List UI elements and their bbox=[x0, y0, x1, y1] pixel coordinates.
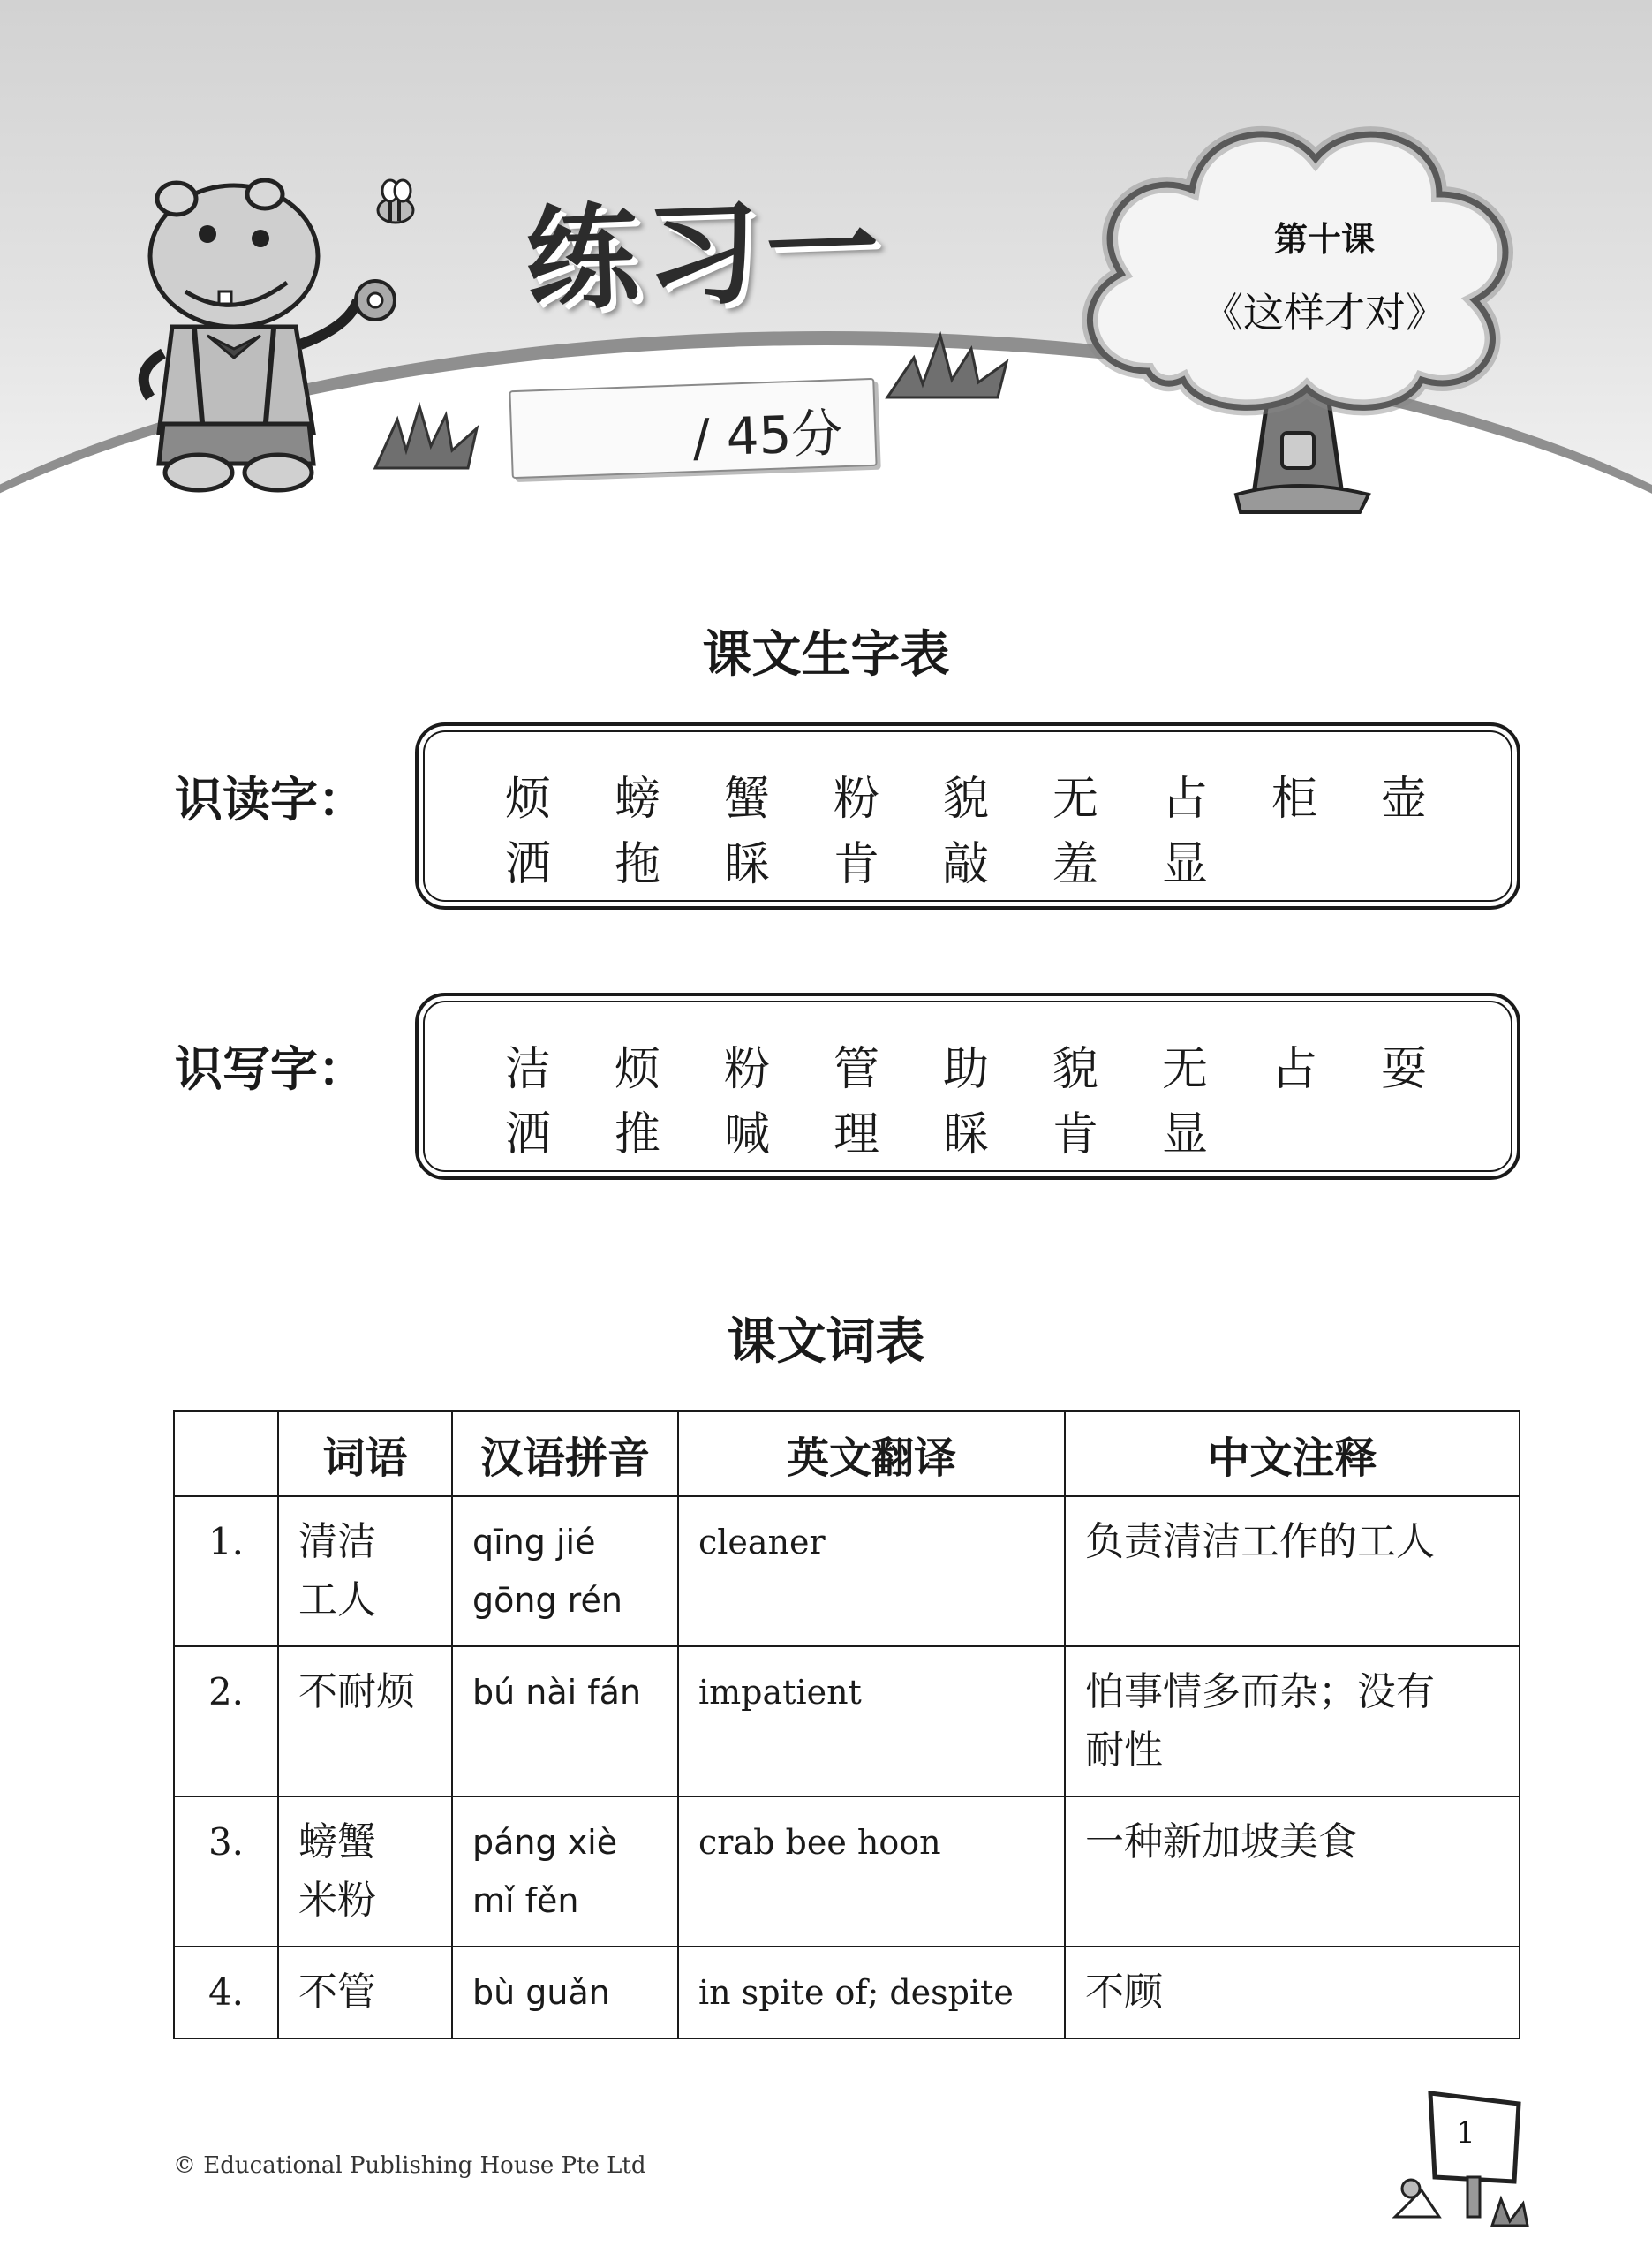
character: 无 bbox=[1052, 773, 1099, 826]
characters-section-title: 课文生字表 bbox=[702, 626, 950, 684]
score-box bbox=[509, 378, 877, 479]
english-cell: in spite of; despite bbox=[678, 1947, 1065, 2038]
reading-chars-row-1 bbox=[505, 761, 1490, 828]
pinyin-line: mǐ fěn bbox=[472, 1881, 579, 1920]
character: 貌 bbox=[1052, 1043, 1099, 1096]
character: 喊 bbox=[724, 1108, 771, 1161]
chinese-cell bbox=[1065, 1646, 1520, 1796]
pinyin-cell bbox=[452, 1947, 678, 2038]
chinese-cell bbox=[1065, 1496, 1520, 1646]
lesson-title: 《这样才对》 bbox=[1203, 289, 1446, 337]
pinyin-line: gōng rén bbox=[472, 1581, 622, 1620]
character: 洒 bbox=[505, 838, 552, 891]
header-cell-pinyin: 汉语拼音 bbox=[452, 1411, 678, 1496]
character: 柜 bbox=[1271, 773, 1318, 826]
pinyin-cell bbox=[452, 1496, 678, 1646]
chinese-cell bbox=[1065, 1947, 1520, 2038]
word-cell bbox=[278, 1947, 452, 2038]
header-banner bbox=[0, 0, 1652, 530]
word-line: 不耐烦 bbox=[298, 1669, 415, 1714]
pinyin-line: qīng jié bbox=[472, 1523, 596, 1562]
character: 助 bbox=[943, 1043, 990, 1096]
table-header-row bbox=[174, 1411, 1520, 1496]
vocab-section-title: 课文词表 bbox=[727, 1313, 925, 1371]
character: 粉 bbox=[724, 1043, 771, 1096]
character: 粉 bbox=[834, 773, 880, 826]
header-cell-number bbox=[174, 1411, 278, 1496]
pinyin-line: bú nài fán bbox=[472, 1673, 642, 1712]
character: 推 bbox=[615, 1108, 661, 1161]
table-row bbox=[174, 1646, 1520, 1796]
word-cell bbox=[278, 1796, 452, 1947]
character: 无 bbox=[1162, 1043, 1209, 1096]
character: 壶 bbox=[1381, 773, 1428, 826]
character: 蟹 bbox=[724, 773, 771, 826]
character: 烦 bbox=[505, 773, 552, 826]
row-number: 4. bbox=[174, 1947, 278, 2038]
character: 烦 bbox=[615, 1043, 661, 1096]
table-row bbox=[174, 1796, 1520, 1947]
word-line: 不管 bbox=[298, 1970, 376, 2015]
word-line: 工人 bbox=[298, 1577, 376, 1622]
vocab-table bbox=[173, 1410, 1520, 2039]
character: 拖 bbox=[615, 838, 661, 891]
character: 占 bbox=[1162, 773, 1209, 826]
character: 理 bbox=[834, 1108, 880, 1161]
character: 肯 bbox=[1052, 1108, 1099, 1161]
row-number: 2. bbox=[174, 1646, 278, 1796]
character: 管 bbox=[834, 1043, 880, 1096]
bee-icon bbox=[369, 177, 422, 230]
chinese-line: 怕事情多而杂；没有 bbox=[1085, 1669, 1435, 1714]
word-line: 清洁 bbox=[298, 1519, 376, 1564]
character: 洁 bbox=[505, 1043, 552, 1096]
word-cell bbox=[278, 1646, 452, 1796]
exercise-title: 练习一 bbox=[523, 182, 888, 328]
writing-chars-label: 识写字： bbox=[175, 1041, 366, 1097]
character: 肯 bbox=[834, 838, 880, 891]
reading-chars-box bbox=[415, 722, 1520, 910]
character: 貌 bbox=[943, 773, 990, 826]
chinese-line: 一种新加坡美食 bbox=[1085, 1819, 1357, 1864]
header-cell-english: 英文翻译 bbox=[678, 1411, 1065, 1496]
writing-chars-row-1 bbox=[505, 1032, 1490, 1098]
chinese-cell bbox=[1065, 1796, 1520, 1947]
character: 耍 bbox=[1381, 1043, 1428, 1096]
word-cell bbox=[278, 1496, 452, 1646]
table-row bbox=[174, 1947, 1520, 2038]
character: 洒 bbox=[505, 1108, 552, 1161]
character: 螃 bbox=[615, 773, 661, 826]
pinyin-cell bbox=[452, 1796, 678, 1947]
character: 睬 bbox=[724, 838, 771, 891]
pinyin-line: páng xiè bbox=[472, 1823, 618, 1862]
reading-chars-label: 识读字： bbox=[175, 772, 366, 828]
chinese-line: 耐性 bbox=[1085, 1728, 1163, 1773]
pinyin-line: bù guǎn bbox=[472, 1973, 610, 2012]
chinese-line: 不顾 bbox=[1085, 1970, 1163, 2015]
character: 占 bbox=[1271, 1043, 1318, 1096]
row-number: 1. bbox=[174, 1496, 278, 1646]
pinyin-cell bbox=[452, 1646, 678, 1796]
word-line: 米粉 bbox=[298, 1878, 376, 1923]
score-text: / 45分 bbox=[691, 403, 844, 468]
english-cell: crab bee hoon bbox=[678, 1796, 1065, 1947]
character: 睬 bbox=[943, 1108, 990, 1161]
character: 显 bbox=[1162, 838, 1209, 891]
sign-post-icon bbox=[1386, 2084, 1536, 2235]
page-number: 1 bbox=[1456, 2115, 1475, 2151]
grass-tuft-icon bbox=[883, 331, 1015, 402]
table-row bbox=[174, 1496, 1520, 1646]
header-cell-word: 词语 bbox=[278, 1411, 452, 1496]
writing-chars-box bbox=[415, 993, 1520, 1180]
chinese-line: 负责清洁工作的工人 bbox=[1085, 1519, 1435, 1564]
header-cell-chinese: 中文注释 bbox=[1065, 1411, 1520, 1496]
reading-chars-row-2 bbox=[505, 827, 1271, 893]
word-line: 螃蟹 bbox=[298, 1819, 376, 1864]
writing-chars-row-2 bbox=[505, 1097, 1271, 1163]
row-number: 3. bbox=[174, 1796, 278, 1947]
english-cell: impatient bbox=[678, 1646, 1065, 1796]
lesson-number: 第十课 bbox=[1273, 220, 1375, 259]
english-cell: cleaner bbox=[678, 1496, 1065, 1646]
character: 敲 bbox=[943, 838, 990, 891]
character: 显 bbox=[1162, 1108, 1209, 1161]
character: 羞 bbox=[1052, 838, 1099, 891]
copyright-text: © Educational Publishing House Pte Ltd bbox=[173, 2152, 646, 2179]
